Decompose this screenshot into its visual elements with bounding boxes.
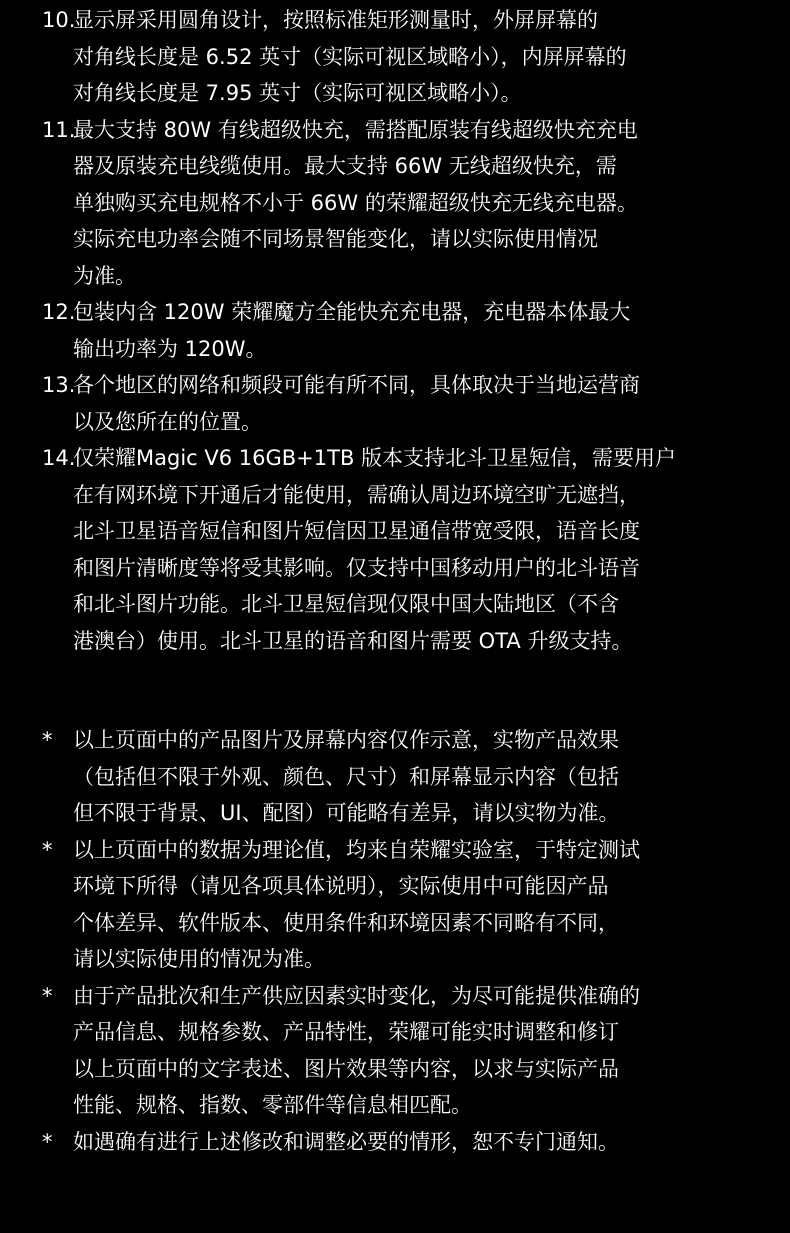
disclaimer-line: （包括但不限于外观、颜色、尺寸）和屏幕显示内容（包括 bbox=[73, 764, 619, 789]
note-number: 10. bbox=[42, 8, 76, 32]
note-line: 为准。 bbox=[73, 263, 136, 288]
note-line: 输出功率为 120W。 bbox=[73, 336, 267, 361]
disclaimer-line: 以上页面中的数据为理论值，均来自荣耀实验室，于特定测试 bbox=[73, 837, 640, 862]
disclaimer-text bbox=[73, 722, 762, 832]
note-line: 仅荣耀Magic V6 16GB+1TB 版本支持北斗卫星短信，需要用户 bbox=[73, 446, 677, 470]
note-line: 各个地区的网络和频段可能有所不同，具体取决于当地运营商 bbox=[73, 373, 640, 397]
disclaimer-line: 请以实际使用的情况为准。 bbox=[73, 947, 325, 971]
note-text bbox=[73, 112, 762, 295]
disclaimer-line: 以上页面中的文字表述、图片效果等内容，以求与实际产品 bbox=[73, 1056, 619, 1081]
disclaimer-text bbox=[73, 978, 762, 1124]
note-line: 和北斗图片功能。北斗卫星短信现仅限中国大陆地区（不含 bbox=[73, 592, 619, 616]
disclaimer-line: 环境下所得（请见各项具体说明），实际使用中可能因产品 bbox=[73, 874, 609, 898]
note-line: 在有网环境下开通后才能使用，需确认周边环境空旷无遮挡， bbox=[73, 482, 640, 507]
note-line: 对角线长度是 6.52 英寸（实际可视区域略小），内屏屏幕的 bbox=[73, 44, 627, 69]
note-line: 实际充电功率会随不同场景智能变化，请以实际使用情况 bbox=[73, 227, 598, 251]
note-11 bbox=[42, 112, 762, 295]
note-line: 显示屏采用圆角设计，按照标准矩形测量时，外屏屏幕的 bbox=[73, 8, 598, 32]
disclaimer-line: 产品信息、规格参数、产品特性，荣耀可能实时调整和修订 bbox=[73, 1020, 619, 1044]
note-line: 单独购买充电规格不小于 66W 的荣耀超级快充无线充电器。 bbox=[73, 190, 638, 215]
numbered-notes-list bbox=[42, 2, 762, 659]
disclaimer-line: 个体差异、软件版本、使用条件和环境因素不同略有不同， bbox=[73, 910, 619, 935]
note-text bbox=[73, 2, 762, 112]
note-10 bbox=[42, 2, 762, 112]
asterisk-marker: * bbox=[42, 1129, 53, 1154]
note-line: 对角线长度是 7.95 英寸（实际可视区域略小）。 bbox=[73, 81, 522, 105]
note-line: 包装内含 120W 荣耀魔方全能快充充电器，充电器本体最大 bbox=[73, 300, 631, 324]
note-text bbox=[73, 294, 762, 367]
note-number: 12. bbox=[42, 300, 76, 324]
asterisk-marker: * bbox=[42, 728, 53, 752]
disclaimer-item bbox=[42, 978, 762, 1124]
disclaimer-line: 由于产品批次和生产供应因素实时变化，为尽可能提供准确的 bbox=[73, 983, 640, 1008]
note-line: 器及原装充电线缆使用。最大支持 66W 无线超级快充，需 bbox=[73, 154, 617, 178]
note-line: 最大支持 80W 有线超级快充，需搭配原装有线超级快充充电 bbox=[73, 117, 638, 142]
asterisk-marker: * bbox=[42, 983, 53, 1008]
note-number: 14. bbox=[42, 446, 76, 470]
disclaimer-list bbox=[42, 722, 762, 1160]
disclaimer-item bbox=[42, 832, 762, 978]
disclaimer-text bbox=[73, 832, 762, 978]
disclaimer-item bbox=[42, 1124, 762, 1161]
disclaimer-line: 以上页面中的产品图片及屏幕内容仅作示意，实物产品效果 bbox=[73, 728, 619, 752]
asterisk-marker: * bbox=[42, 837, 53, 862]
note-number: 11. bbox=[42, 117, 76, 142]
note-text bbox=[73, 367, 762, 440]
note-line: 北斗卫星语音短信和图片短信因卫星通信带宽受限，语音长度 bbox=[73, 519, 640, 543]
note-13 bbox=[42, 367, 762, 440]
note-12 bbox=[42, 294, 762, 367]
disclaimer-line: 性能、规格、指数、零部件等信息相匹配。 bbox=[73, 1093, 472, 1117]
note-14 bbox=[42, 440, 762, 659]
note-line: 和图片清晰度等将受其影响。仅支持中国移动用户的北斗语音 bbox=[73, 555, 640, 580]
note-number: 13. bbox=[42, 373, 76, 397]
disclaimer-line: 如遇确有进行上述修改和调整必要的情形，恕不专门通知。 bbox=[73, 1129, 619, 1154]
note-line: 港澳台）使用。北斗卫星的语音和图片需要 OTA 升级支持。 bbox=[73, 628, 633, 653]
disclaimer-item bbox=[42, 722, 762, 832]
disclaimer-text bbox=[73, 1124, 762, 1161]
note-line: 以及您所在的位置。 bbox=[73, 409, 262, 434]
note-text bbox=[73, 440, 762, 659]
disclaimer-line: 但不限于背景、UI、配图）可能略有差异，请以实物为准。 bbox=[73, 801, 620, 825]
